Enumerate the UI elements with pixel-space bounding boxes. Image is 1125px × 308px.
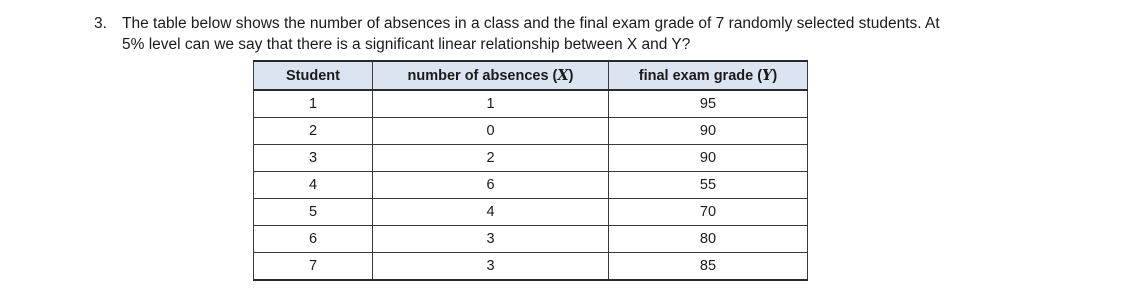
cell-absences: 4 — [373, 199, 609, 226]
header-grade: final exam grade (Y) — [609, 61, 808, 90]
cell-absences: 3 — [373, 253, 609, 281]
cell-grade: 70 — [609, 199, 808, 226]
cell-grade: 95 — [609, 90, 808, 118]
cell-grade: 90 — [609, 145, 808, 172]
cell-absences: 2 — [373, 145, 609, 172]
cell-absences: 0 — [373, 118, 609, 145]
cell-student: 4 — [254, 172, 373, 199]
header-absences-label: number of absences — [407, 68, 549, 84]
cell-absences: 3 — [373, 226, 609, 253]
header-student — [254, 61, 373, 90]
question-text-line-2: 5% level can we say that there is a significant linear relationship between X and Y? — [122, 36, 691, 53]
cell-student: 6 — [254, 226, 373, 253]
cell-student: 2 — [254, 118, 373, 145]
question-text — [122, 13, 1104, 55]
header-absences: number of absences (X) — [373, 61, 609, 90]
cell-absences: 1 — [373, 90, 609, 118]
cell-grade: 90 — [609, 118, 808, 145]
table-row — [254, 172, 808, 199]
cell-grade: 80 — [609, 226, 808, 253]
header-grade-variable: Y — [762, 67, 773, 84]
question-number: 3. — [94, 15, 107, 32]
header-absences-variable: X — [557, 67, 569, 84]
cell-student: 3 — [254, 145, 373, 172]
data-table — [253, 60, 808, 281]
cell-student: 7 — [254, 253, 373, 281]
header-student-label: Student — [286, 67, 340, 84]
header-grade-label: final exam grade — [638, 68, 754, 84]
question-text-line-1: The table below shows the number of absences in a class and the final exam grade of 7 randomly selected students. At — [122, 15, 940, 32]
table-row — [254, 118, 808, 145]
table-row — [254, 145, 808, 172]
cell-student: 1 — [254, 90, 373, 118]
table-row — [254, 226, 808, 253]
cell-absences: 6 — [373, 172, 609, 199]
cell-student: 5 — [254, 199, 373, 226]
table-row — [254, 253, 808, 281]
table-header-row — [254, 61, 808, 90]
cell-grade: 55 — [609, 172, 808, 199]
table-row — [254, 199, 808, 226]
table-row — [254, 90, 808, 118]
cell-grade: 85 — [609, 253, 808, 281]
question-block — [94, 13, 1104, 55]
